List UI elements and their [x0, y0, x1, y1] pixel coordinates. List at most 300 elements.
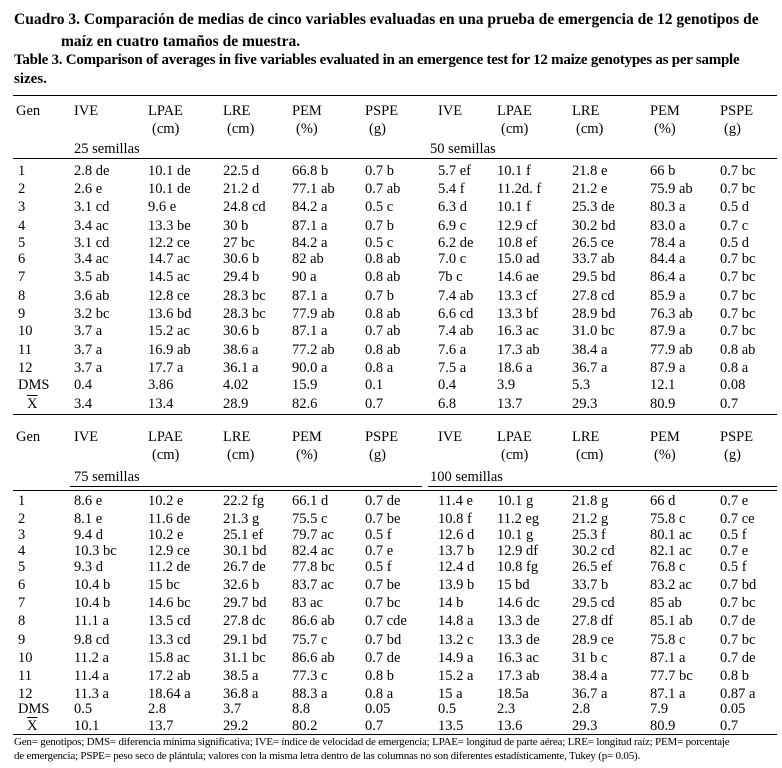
table-cell: 0.8 a [365, 686, 394, 702]
table-cell: 31.0 bc [572, 323, 615, 339]
table-cell: 38.4 a [572, 342, 608, 358]
table-cell: 76.3 ab [650, 306, 693, 322]
sample-size-label-left: 25 semillas [74, 141, 140, 157]
table-cell: 0.7 bc [720, 163, 756, 179]
table-cell: 0.05 [720, 701, 746, 717]
table-cell: 0.5 [74, 701, 93, 717]
table-cell: 36.8 a [223, 686, 259, 702]
table-cell: 13.3 cd [148, 632, 191, 648]
table-cell: 0.8 ab [365, 251, 401, 267]
table-cell: 10.1 g [497, 527, 534, 543]
row-label: 7 [18, 269, 26, 285]
table-cell: 15.8 ac [148, 650, 190, 666]
table-cell: 11.2d. f [497, 181, 542, 197]
row-label: DMS [18, 377, 50, 393]
table-cell: 14.6 dc [497, 595, 540, 611]
row-label: 12 [18, 686, 33, 702]
table-cell: 86.6 ab [292, 650, 335, 666]
column-header-lpae: LPAE [148, 429, 183, 445]
row-label: 11 [18, 342, 32, 358]
table-cell: 6.2 de [438, 235, 474, 251]
column-header-pspe: PSPE [365, 429, 399, 445]
table-cell: 13.4 [148, 396, 174, 412]
row-label: 12 [18, 360, 33, 376]
row-label: 9 [18, 306, 26, 322]
column-unit-lre: (cm) [576, 447, 604, 463]
row-label: 8 [18, 613, 26, 629]
table-cell: 5.4 f [438, 181, 465, 197]
row-label: 3 [18, 199, 26, 215]
table-cell: 16.9 ab [148, 342, 191, 358]
table-cell: 2.8 de [74, 163, 110, 179]
table-cell: 80.9 [650, 718, 676, 734]
table-cell: 0.7 ab [365, 181, 401, 197]
table-cell: 77.9 ab [292, 306, 335, 322]
column-header-pspe: PSPE [720, 103, 754, 119]
table-cell: 29.3 [572, 718, 598, 734]
table-cell: 27 bc [223, 235, 255, 251]
table-cell: 10.1 de [148, 181, 191, 197]
table-cell: 12.4 d [438, 559, 475, 575]
table-cell: 22.5 d [223, 163, 260, 179]
table-cell: 0.7 bc [720, 323, 756, 339]
column-header-ive: IVE [74, 103, 99, 119]
row-label: 10 [18, 323, 33, 339]
table-cell: 90 a [292, 269, 317, 285]
table-cell: 8.8 [292, 701, 311, 717]
column-unit-pspe: (g) [724, 121, 741, 137]
table-cell: 8.1 e [74, 511, 103, 527]
table-cell: 0.5 f [720, 559, 747, 575]
table-cell: 33.7 b [572, 577, 609, 593]
caption-es-line2: maíz en cuatro tamaños de muestra. [61, 33, 301, 50]
table-cell: 7.9 [650, 701, 669, 717]
column-header-ive: IVE [438, 429, 463, 445]
row-label: 9 [18, 632, 26, 648]
table-cell: 6.3 d [438, 199, 467, 215]
table-cell: 38.5 a [223, 668, 259, 684]
table-cell: 2.3 [497, 701, 516, 717]
table-cell: 21.8 e [572, 163, 608, 179]
table-cell: 6.9 c [438, 218, 467, 234]
table-cell: 12.2 ce [148, 235, 190, 251]
row-label: 2 [18, 181, 26, 197]
table-cell: 7.6 a [438, 342, 467, 358]
table-cell: 13.6 bd [148, 306, 192, 322]
table-cell: 14 b [438, 595, 464, 611]
table-cell: 28.9 bd [572, 306, 616, 322]
table-cell: 11.2 a [74, 650, 109, 666]
table-cell: 13.3 be [148, 218, 191, 234]
table-cell: 38.6 a [223, 342, 259, 358]
table-cell: 25.3 f [572, 527, 606, 543]
sample-size-label-left: 75 semillas [74, 469, 140, 485]
table-cell: 0.7 [365, 718, 384, 734]
table-cell: 29.1 bd [223, 632, 267, 648]
table-cell: 0.7 bc [365, 595, 401, 611]
table-cell: 12.8 ce [148, 288, 190, 304]
table-cell: 28.3 bc [223, 306, 266, 322]
table-cell: 26.7 de [223, 559, 266, 575]
table-cell: 13.5 [438, 718, 464, 734]
table-cell: 13.3 de [497, 632, 540, 648]
table-cell: 21.3 g [223, 511, 260, 527]
table-cell: 3.7 a [74, 323, 103, 339]
table-cell: 15.0 ad [497, 251, 540, 267]
table-cell: 87.9 a [650, 360, 686, 376]
table-cell: 17.2 ab [148, 668, 191, 684]
column-unit-pem: (%) [654, 447, 676, 463]
table-cell: 84.2 a [292, 235, 328, 251]
table-cell: 17.3 ab [497, 342, 540, 358]
table-cell: 13.7 [148, 718, 174, 734]
table-cell: 0.7 de [365, 493, 401, 509]
column-header-pspe: PSPE [720, 429, 754, 445]
table-cell: 82.6 [292, 396, 318, 412]
table-cell: 16.3 ac [497, 650, 539, 666]
table-cell: 88.3 a [292, 686, 328, 702]
table-cell: 0.7 bc [720, 595, 756, 611]
table-cell: 7.4 ab [438, 288, 474, 304]
table-cell: 17.7 a [148, 360, 184, 376]
column-unit-pem: (%) [654, 121, 676, 137]
caption-en-line2: sizes. [14, 71, 47, 87]
row-label: 10 [18, 650, 33, 666]
sample-size-label-right: 100 semillas [430, 469, 503, 485]
table-cell: 80.9 [650, 396, 676, 412]
table-cell: 10.8 f [438, 511, 472, 527]
table-cell: 15 bc [148, 577, 180, 593]
table-cell: 0.7 bc [720, 181, 756, 197]
table-cell: 29.4 b [223, 269, 260, 285]
table-cell: 0.7 bc [720, 632, 756, 648]
table-cell: 7.5 a [438, 360, 467, 376]
table-cell: 11.2 eg [497, 511, 540, 527]
table-cell: 66.1 d [292, 493, 329, 509]
table-cell: 82.1 ac [650, 543, 692, 559]
table-cell: 0.7 [720, 396, 739, 412]
table-cell: 29.5 bd [572, 269, 616, 285]
table-cell: 31 b c [572, 650, 608, 666]
column-header-ive: IVE [74, 429, 99, 445]
table-cell: 3.5 ab [74, 269, 110, 285]
table-cell: 30.6 b [223, 323, 260, 339]
footnote-line2: de emergencia; PSPE= peso seco de plántula; valores con la misma letra dentro de las columnas no son diferentes estadísticamente, Tukey (p= 0.05). [14, 750, 641, 762]
table-cell: 8.6 e [74, 493, 103, 509]
table-cell: 7.4 ab [438, 323, 474, 339]
table-cell: 15 a [438, 686, 463, 702]
table-cell: 0.5 f [720, 527, 747, 543]
table-cell: 87.9 a [650, 323, 686, 339]
row-label: DMS [18, 701, 50, 717]
table-top-rule [13, 95, 777, 96]
table-cell: 13.3 de [497, 613, 540, 629]
table-cell: 10.4 b [74, 595, 111, 611]
table-cell: 29.7 bd [223, 595, 267, 611]
table-cell: 0.7 ce [720, 511, 755, 527]
table-cell: 0.7 de [720, 650, 756, 666]
table-cell: 18.5a [497, 686, 529, 702]
table-cell: 11.4 e [438, 493, 473, 509]
column-header-gen: Gen [16, 103, 41, 119]
table-cell: 3.1 cd [74, 235, 110, 251]
table-cell: 11.3 a [74, 686, 109, 702]
row-label: 8 [18, 288, 26, 304]
table-cell: 24.8 cd [223, 199, 266, 215]
table-cell: 7.0 c [438, 251, 467, 267]
table-cell: 84.2 a [292, 199, 328, 215]
table-cell: 12.9 df [497, 543, 539, 559]
table-cell: 0.7 [365, 396, 384, 412]
table-cell: 2.8 [148, 701, 167, 717]
table-cell: 29.2 [223, 718, 249, 734]
table-cell: 12.9 ce [148, 543, 190, 559]
sample-size-rule-right [428, 486, 777, 487]
table-cell: 33.7 ab [572, 251, 615, 267]
table-cell: 25.1 ef [223, 527, 264, 543]
row-label: 5 [18, 559, 26, 575]
table-cell: 25.3 de [572, 199, 615, 215]
table-cell: 0.4 [438, 377, 457, 393]
table-cell: 75.8 c [650, 511, 686, 527]
table-cell: 13.7 b [438, 543, 475, 559]
table-cell: 77.8 bc [292, 559, 335, 575]
column-unit-lre: (cm) [227, 447, 255, 463]
table-cell: 14.9 a [438, 650, 474, 666]
table-cell: 3.7 a [74, 342, 103, 358]
table-cell: 0.7 b [365, 218, 394, 234]
table-cell: 0.7 bd [720, 577, 757, 593]
column-header-gen: Gen [16, 429, 41, 445]
column-header-lpae: LPAE [497, 429, 532, 445]
table-cell: 26.5 ce [572, 235, 614, 251]
table-cell: 75.7 c [292, 632, 328, 648]
table-cell: 3.9 [497, 377, 516, 393]
column-unit-lre: (cm) [227, 121, 255, 137]
table-cell: 14.5 ac [148, 269, 190, 285]
table-cell: 0.8 ab [720, 342, 756, 358]
table-cell: 75.8 c [650, 632, 686, 648]
table-cell: 85.9 a [650, 288, 686, 304]
table-cell: 30 b [223, 218, 249, 234]
table-cell: 79.7 ac [292, 527, 334, 543]
table-cell: 14.7 ac [148, 251, 190, 267]
table-cell: 0.8 ab [365, 306, 401, 322]
footnote-line1: Gen= genotipos; DMS= diferencia mínima significativa; IVE= índice de velocidad de emergencia; LPAE= longitud de parte aérea; LRE= longitud raíz; PEM= porcentaje [14, 736, 730, 748]
table-cell: 9.8 cd [74, 632, 110, 648]
column-unit-lpae: (cm) [152, 447, 180, 463]
table-cell: 0.7 b [365, 288, 394, 304]
table-cell: 7b c [438, 269, 463, 285]
table-cell: 30.2 bd [572, 218, 616, 234]
column-header-lre: LRE [223, 429, 251, 445]
table-cell: 10.8 ef [497, 235, 538, 251]
table-cell: 0.7 e [720, 543, 749, 559]
table-cell: 9.6 e [148, 199, 177, 215]
table-cell: 29.3 [572, 396, 598, 412]
table-cell: 10.1 f [497, 163, 531, 179]
table-cell: 75.9 ab [650, 181, 693, 197]
table-cell: 3.7 a [74, 360, 103, 376]
table-cell: 18.6 a [497, 360, 533, 376]
table-cell: 12.6 d [438, 527, 475, 543]
block-divider-rule [13, 414, 777, 415]
table-cell: 77.2 ab [292, 342, 335, 358]
table-cell: 87.1 a [292, 218, 328, 234]
table-cell: 10.1 [74, 718, 100, 734]
row-label: 6 [18, 577, 26, 593]
table-cell: 36.1 a [223, 360, 259, 376]
table-cell: 0.4 [74, 377, 93, 393]
table-cell: 26.5 ef [572, 559, 613, 575]
table-cell: 77.9 ab [650, 342, 693, 358]
table-cell: 3.7 [223, 701, 242, 717]
table-cell: 32.6 b [223, 577, 260, 593]
table-cell: 22.2 fg [223, 493, 265, 509]
table-cell: 17.3 ab [497, 668, 540, 684]
table-cell: 13.9 b [438, 577, 475, 593]
table-cell: 14.6 bc [148, 595, 191, 611]
row-label: 3 [18, 527, 26, 543]
table-cell: 3.2 bc [74, 306, 110, 322]
table-cell: 28.9 ce [572, 632, 614, 648]
table-cell: 0.5 f [365, 527, 392, 543]
row-label: 4 [18, 218, 26, 234]
table-cell: 30.6 b [223, 251, 260, 267]
table-cell: 10.2 e [148, 527, 184, 543]
table-cell: 0.7 bc [720, 269, 756, 285]
table-cell: 15.2 a [438, 668, 474, 684]
table-cell: 12.1 [650, 377, 676, 393]
table-cell: 76.8 c [650, 559, 686, 575]
table-cell: 13.7 [497, 396, 523, 412]
table-cell: 28.3 bc [223, 288, 266, 304]
table-cell: 0.5 [438, 701, 457, 717]
column-header-lre: LRE [223, 103, 251, 119]
column-header-ive: IVE [438, 103, 463, 119]
table-cell: 3.4 ac [74, 251, 109, 267]
table-cell: 0.7 de [720, 613, 756, 629]
table-cell: 15.2 ac [148, 323, 190, 339]
table-cell: 0.8 ab [365, 269, 401, 285]
top-header-rule [13, 158, 777, 159]
row-label: $\overline{X}$ [27, 396, 38, 412]
table-cell: 13.3 cf [497, 288, 538, 304]
table-cell: 30.1 bd [223, 543, 267, 559]
table-cell: 82 ab [292, 251, 324, 267]
table-cell: 30.2 cd [572, 543, 615, 559]
table-cell: 13.2 c [438, 632, 474, 648]
table-cell: 10.4 b [74, 577, 111, 593]
table-cell: 3.86 [148, 377, 174, 393]
table-cell: 0.8 b [720, 668, 749, 684]
table-cell: 27.8 cd [572, 288, 615, 304]
table-cell: 83.2 ac [650, 577, 692, 593]
table-cell: 80.2 [292, 718, 318, 734]
table-cell: 0.7 be [365, 511, 401, 527]
table-cell: 86.4 a [650, 269, 686, 285]
table-cell: 14.8 a [438, 613, 474, 629]
table-cell: 87.1 a [650, 686, 686, 702]
table-cell: 3.4 [74, 396, 93, 412]
table-cell: 86.6 ab [292, 613, 335, 629]
table-cell: 3.4 ac [74, 218, 109, 234]
column-unit-pem: (%) [296, 121, 318, 137]
table-cell: 0.8 a [720, 360, 749, 376]
column-unit-lre: (cm) [576, 121, 604, 137]
table-cell: 6.8 [438, 396, 457, 412]
table-cell: 2.6 e [74, 181, 103, 197]
column-header-pem: PEM [292, 429, 322, 445]
table-cell: 0.8 a [365, 360, 394, 376]
column-header-pem: PEM [650, 429, 680, 445]
table-cell: 78.4 a [650, 235, 686, 251]
table-cell: 0.87 a [720, 686, 756, 702]
column-header-lre: LRE [572, 429, 600, 445]
table-cell: 15 bd [497, 577, 530, 593]
table-cell: 38.4 a [572, 668, 608, 684]
column-header-lpae: LPAE [497, 103, 532, 119]
table-cell: 0.5 c [365, 235, 394, 251]
table-cell: 0.7 e [365, 543, 394, 559]
column-unit-pspe: (g) [724, 447, 741, 463]
table-cell: 83 ac [292, 595, 323, 611]
table-cell: 85.1 ab [650, 613, 693, 629]
table-cell: 11.4 a [74, 668, 109, 684]
table-cell: 13.3 bf [497, 306, 539, 322]
table-cell: 0.7 bc [720, 288, 756, 304]
table-cell: 10.1 de [148, 163, 191, 179]
row-label: 6 [18, 251, 26, 267]
table-bottom-rule [13, 734, 777, 735]
table-cell: 2.8 [572, 701, 591, 717]
table-cell: 0.7 bc [720, 306, 756, 322]
table-cell: 77.3 c [292, 668, 328, 684]
row-label: 5 [18, 235, 26, 251]
table-cell: 0.7 bd [365, 632, 402, 648]
table-cell: 87.1 a [650, 650, 686, 666]
row-label: 2 [18, 511, 26, 527]
table-cell: 21.2 e [572, 181, 608, 197]
table-cell: 0.7 be [365, 577, 401, 593]
column-header-pem: PEM [292, 103, 322, 119]
table-cell: 11.1 a [74, 613, 109, 629]
column-unit-lpae: (cm) [152, 121, 180, 137]
table-cell: 0.5 c [365, 199, 394, 215]
table-cell: 9.4 d [74, 527, 103, 543]
column-header-lre: LRE [572, 103, 600, 119]
table-cell: 15.9 [292, 377, 318, 393]
table-cell: 0.7 [720, 718, 739, 734]
table-cell: 27.8 df [572, 613, 614, 629]
table-cell: 4.02 [223, 377, 249, 393]
table-cell: 77.1 ab [292, 181, 335, 197]
table-cell: 84.4 a [650, 251, 686, 267]
table-cell: 29.5 cd [572, 595, 615, 611]
column-header-pem: PEM [650, 103, 680, 119]
table-cell: 82.4 ac [292, 543, 334, 559]
table-cell: 10.1 f [497, 199, 531, 215]
table-cell: 80.3 a [650, 199, 686, 215]
table-cell: 0.7 ab [365, 323, 401, 339]
table-cell: 0.7 b [365, 163, 394, 179]
caption-en-line1: Table 3. Comparison of averages in five variables evaluated in an emergence test for 12 maize genotypes as per sample [14, 52, 740, 68]
table-cell: 66 b [650, 163, 676, 179]
sample-size-rule-left [70, 486, 422, 487]
table-cell: 0.05 [365, 701, 391, 717]
table-cell: 21.2 g [572, 511, 609, 527]
table-cell: 77.7 bc [650, 668, 693, 684]
